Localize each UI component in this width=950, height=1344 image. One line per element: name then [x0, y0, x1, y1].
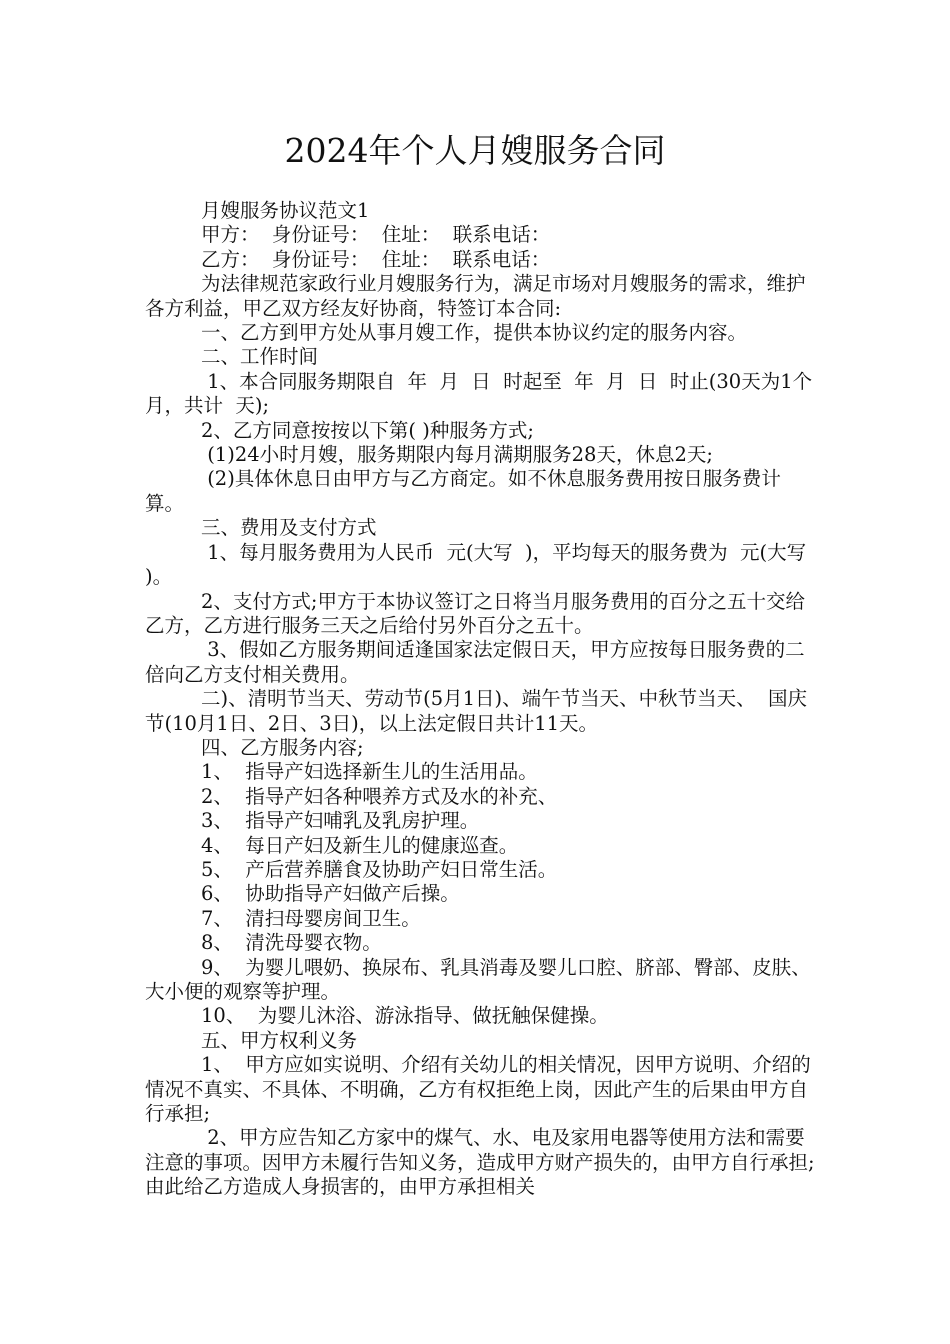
paragraph: 10、 为婴儿沐浴、游泳指导、做抚触保健操。 [201, 1004, 609, 1028]
paragraph: 五、甲方权利义务 [201, 1028, 358, 1052]
paragraph: 甲方： 身份证号： 住址： 联系电话： [201, 223, 551, 247]
paragraph: 9、 为婴儿喂奶、换尿布、乳具消毒及婴儿口腔、脐部、臀部、皮肤、大小便的观察等护理。 [145, 955, 811, 1003]
paragraph: 2、乙方同意按按以下第( )种服务方式; [201, 418, 534, 442]
paragraph: 1、 指导产妇选择新生儿的生活用品。 [201, 760, 538, 784]
paragraph: 4、 每日产妇及新生儿的健康巡查。 [201, 833, 519, 857]
paragraph: 乙方： 身份证号： 住址： 联系电话： [201, 247, 551, 271]
paragraph: (2)具体休息日由甲方与乙方商定。如不休息服务费用按日服务费计算。 [145, 467, 781, 515]
paragraph: 2、甲方应告知乙方家中的煤气、水、电及家用电器等使用方法和需要注意的事项。因甲方未履行告知义务，造成甲方财产损失的，由甲方自行承担;由此给乙方造成人身损害的，由甲方承担相关 [145, 1126, 815, 1199]
paragraph: 月嫂服务协议范文1 [201, 199, 370, 222]
paragraph: 3、假如乙方服务期间适逢国家法定假日天，甲方应按每日服务费的二倍向乙方支付相关费用。 [145, 638, 805, 686]
paragraph: 3、 指导产妇哺乳及乳房护理。 [201, 809, 480, 833]
paragraph: 一、乙方到甲方处从事月嫂工作，提供本协议约定的服务内容。 [201, 321, 748, 345]
paragraph: 1、 甲方应如实说明、介绍有关幼儿的相关情况，因甲方说明、介绍的情况不真实、不具体、不明确，乙方有权拒绝上岗，因此产生的后果由甲方自行承担; [145, 1053, 811, 1126]
paragraph: 四、乙方服务内容; [201, 735, 364, 759]
paragraph: 8、 清洗母婴衣物。 [201, 931, 382, 955]
paragraph: 二、工作时间 [201, 345, 319, 369]
paragraph: 7、 清扫母婴房间卫生。 [201, 906, 421, 930]
paragraph: 1、本合同服务期限自 年 月 日 时起至 年 月 日 时止(30天为1个月，共计 天); [145, 369, 813, 418]
paragraph: 2、 指导产妇各种喂养方式及水的补充、 [201, 784, 558, 808]
paragraph: 5、 产后营养膳食及协助产妇日常生活。 [201, 857, 558, 881]
paragraph: 6、 协助指导产妇做产后操。 [201, 882, 460, 906]
paragraph: 2、支付方式;甲方于本协议签订之日将当月服务费用的百分之五十交给乙方，乙方进行服务三天之后给付另外百分之五十。 [145, 589, 805, 637]
paragraph: 1、每月服务费用为人民币 元(大写 )，平均每天的服务费为 元(大写 )。 [145, 540, 819, 589]
document-body [145, 199, 819, 1200]
paragraph: 为法律规范家政行业月嫂服务行为，满足市场对月嫂服务的需求，维护各方利益，甲乙双方经友好协商，特签订本合同: [145, 272, 806, 320]
paragraph: 三、费用及支付方式 [201, 516, 377, 540]
paragraph: (1)24小时月嫂，服务期限内每月满期服务28天，休息2天; [201, 443, 713, 467]
document-title: 2024年个人月嫂服务合同 [284, 131, 666, 170]
paragraph: 二)、清明节当天、劳动节(5月1日)、端午节当天、中秋节当天、 国庆节(10月1日、2日、3日)，以上法定假日共计11天。 [145, 687, 808, 735]
